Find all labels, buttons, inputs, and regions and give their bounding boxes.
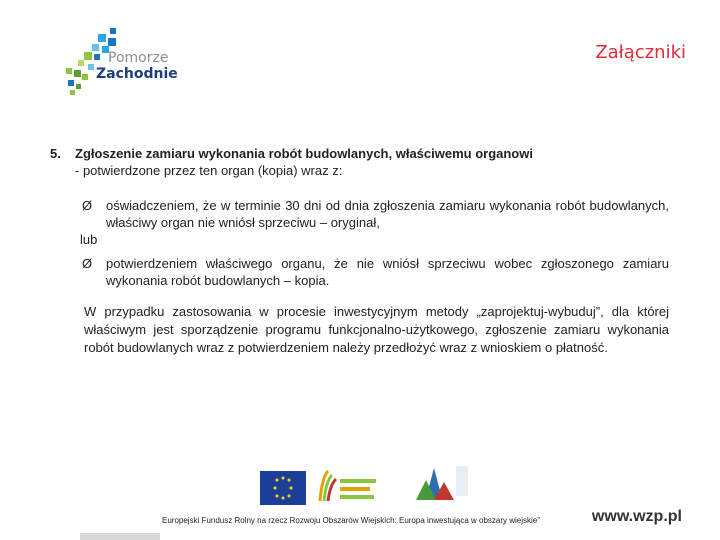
section-number: 5. xyxy=(50,146,61,161)
rural-network-logo xyxy=(314,467,380,507)
prow-program-logo xyxy=(412,460,470,508)
website-url[interactable]: www.wzp.pl xyxy=(591,508,682,525)
section-heading: Zgłoszenie zamiaru wykonania robót budowlanych, właściwemu organowi xyxy=(75,146,533,161)
eu-flag-logo xyxy=(260,471,306,505)
arrow-bullet-icon: Ø xyxy=(82,256,93,271)
arrow-bullet-icon: Ø xyxy=(82,198,93,213)
footer-caption: Europejski Fundusz Rolny na rzecz Rozwoju Obszarów Wiejskich: Europa inwestująca w obszary wiejskie” xyxy=(162,516,540,525)
footer-bar xyxy=(80,533,160,540)
section-subheading: - potwierdzone przez ten organ (kopia) wraz z: xyxy=(75,163,343,178)
logo-text-zachodnie: Zachodnie xyxy=(96,66,178,82)
bullet-item-1 xyxy=(82,197,669,231)
note-paragraph: W przypadku zastosowania w procesie inwestycyjnym metody „zaprojektuj-wybuduj”, dla której właściwym jest sporządzenie programu funkcjonalno-użytkowego, zgłoszenie zamiaru wykonania robót budowlanych wraz z potwierdzeniem należy przedłożyć wraz z wnioskiem o płatność. xyxy=(84,304,669,355)
bullet-text: oświadczeniem, że w terminie 30 dni od dnia zgłoszenia zamiaru wykonania robót budowlanych, właściwy organ nie wniósł sprzeciwu – oryginał, xyxy=(106,198,669,230)
bullet-item-2 xyxy=(82,255,669,289)
bullet-text: potwierdzeniem właściwego organu, że nie wniósł sprzeciwu wobec zgłoszonego zamiaru wykonania robót budowlanych – kopia. xyxy=(106,256,669,288)
page-title: Załączniki xyxy=(595,42,686,63)
logo-text-pomorze: Pomorze xyxy=(108,50,169,66)
connector-text: lub xyxy=(80,232,98,247)
